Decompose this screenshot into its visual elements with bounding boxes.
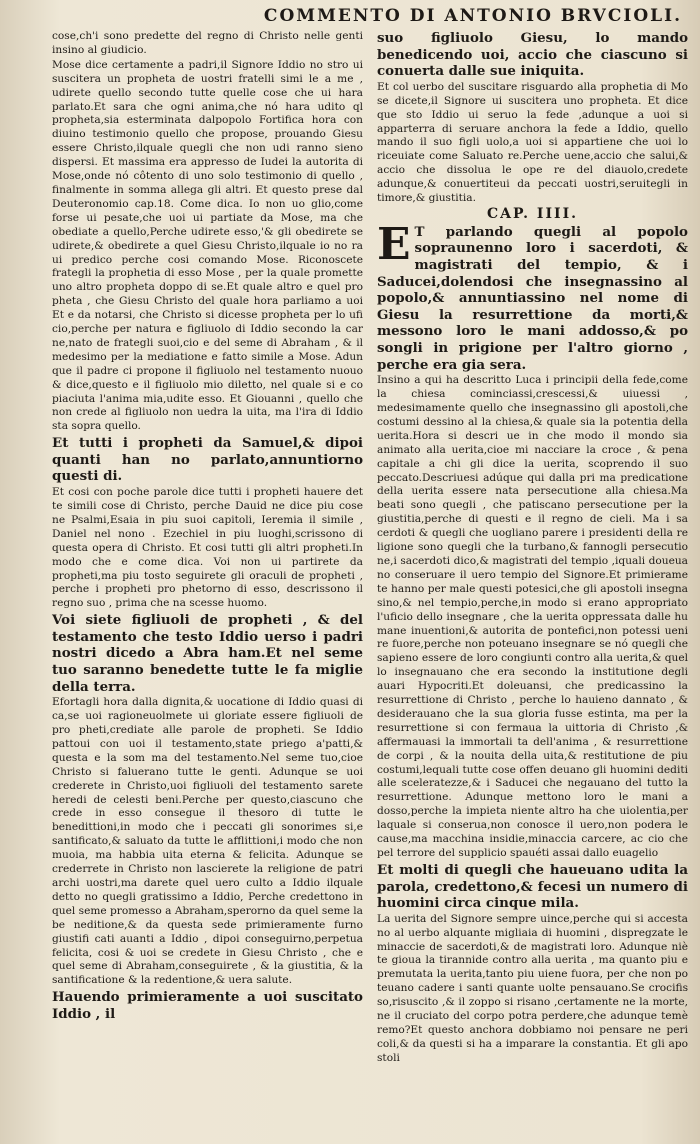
text-columns [52,30,688,1067]
left-column [52,30,363,1067]
running-head: COMMENTO DI ANTONIO BRVCIOLI. [263,6,682,26]
commentary-paragraph: Efortagli hora dalla dignita,& uocatione di Iddio quasi di ca,se uoi ragioneuolmete ui gloriate essere figliuoli de pro pheti,crediate alle parole de propheti. Se Iddio pattoui con uoi il testamento,state priego a'patti,& questa e la som ma del testamento.Nel seme tuo,cioe Christo si faluerano tutte le genti. Adunque se uoi crederete in Christo,uoi figliuoli del testamento sarete heredi de celesti beni.Perche per questo,ciascuno che crede in esso consegue il thesoro di tutte le benedittioni,in modo che i peccati gli sonorimes si,e santificato,& saluato da tutte le afflittioni,i modo che non muoia, ma habbia uita eterna & felicita. Adunque se crederrete in Christo non lascierete la religione de patri archi uostri,ma darete quel uero culto a Iddio ilquale detto no quegli gratissimo a Iddio, Perche credettono in quel seme promesso a Abraham,sperorno da quel seme la be neditione,& da questa sede primieramente furno giustifi cati auanti a Iddio , dipoi conseguirno,perpetua felicita, cosi & uoi se credete in Giesu Christo , che e quel seme di Abraham,conseguirete , & la giustitia, & la santificatione & la redentione,& uera salute. [52,696,363,987]
scripture-verse: Et tutti i propheti da Samuel,& dipoi quanti han no parlato,annuntiorno questi di. [52,435,363,485]
commentary-paragraph: Et cosi con poche parole dice tutti i propheti hauere det te simili cose di Christo, perche Dauid ne dice piu cose ne Psalmi,Esaia in piu suoi capitoli, Ieremia il simile , Daniel nel nono . Ezechiel in piu luoghi,scrissono di questa opera di Christo. Et cosi tutti gli altri propheti.In modo che e come dica. Voi non ui partirete da propheti,ma piu tosto seguirete gli oraculi de propheti , perche i propheti pro phetorno di esso, descrissono il regno suo , prima che na scesse huomo. [52,486,363,610]
scripture-verse: Et molti di quegli che haueuano udita la parola, credettono,& fecesi un numero di huomini circa cinque mila. [377,861,688,912]
commentary-paragraph: Et col uerbo del suscitare risguardo alla prophetia di Mo se dicete,il Signore ui suscitera uno propheta. Et dice que sto Iddio ui seruo la fede ,adunque a uoi si apparterra di seruare anchora la fede a Iddio, quello mando il suo figli uolo,a uoi si appartiene che uoi lo riceuiate come Saluato re.Perche uene,accio che salui,& accio che dissolua le ope re del diauolo,credete adunque,& conuertiteui da peccati uostri,seruitegli in timore,& giustitia. [377,80,688,205]
scripture-verse [377,218,688,373]
scripture-verse-text: T parlando quegli al popolo sopraunenno loro i sacerdoti, & magistrati del tempio, & i Saducei,dolendosi che insegnassino al popolo,& annuntiassino nel nome di Giesu la resurrettione da morti,& messono loro le mani addosso,& po songli in prigione per l'altro giorno , perche era gia sera. [377,223,688,373]
scripture-verse: Hauendo primieramente a uoi suscitato Iddio , il [52,989,363,1022]
commentary-paragraph: Mose dice certamente a padri,il Signore Iddio no stro ui suscitera un propheta de uostri fratelli simi le a me , udirete quello secondo tutte quelle cose che ui hara parlato.Et sara che ogni anima,che nó hara udito ql propheta,sia esterminata dalpopolo Fortifica hora con diuino testimonio quello che propose, prouando Giesu essere Christo,ilquale quegli che non udi ranno sieno dispersi. Et massima era appresso de Iudei la autorita di Mose,onde nó côtento di uno solo testimonio di quello , finalmente in somma allega gli altri. Et questo prese dal Deuteronomio cap.18. Come dica. Io non uo glio,come forse ui pesate,che uoi ui partiate da Mose, ma che obediate a quello,Perche udirete esso,'& gli obedirete se udirete,& obedirete a quel Giesu Christo,ilquale io no ra ui predico perche cosi comando Mose. Riconoscete frategli la prophetia di esso Mose , per la quale promette uno altro propheta doppo di se.Et quale altro e quel pro pheta , che Giesu Christo del quale hora parliamo a uoi Et e da notarsi, che Christo si dicesse propheta per lo ufi cio,perche per natura e figliuolo di Iddio secondo la car ne,nato de frategli suoi,cio e del seme di Abraham , & il medesimo per la mediatione e fatto simile a Mose. Adun que il padre ci propone il figliuolo nel testamento nuouo & dice,questo e il figliuolo mio diletto, nel quale si e co piaciuta l'anima mia,udite esso. Et Giouanni , quello che non crede al figliuolo non uedra la uita, ma l'ira di Iddio sta sopra quello. [52,58,363,433]
right-column [377,30,688,1067]
scripture-verse: suo figliuolo Giesu, lo mando benedicendo uoi, accio che ciascuno si conuerta dalle sue iniquita. [377,30,688,80]
commentary-paragraph: Insino a qui ha descritto Luca i principii della fede,come la chiesa cominciassi,crescessi,& uiuessi , medesimamente quello che insegnassino gli apostoli,che costumi dessino al la chiesa,& quale sia la potentia della uerita.Hora si descri ue in che modo il mondo sia animato alla uerita,cioe mi nacciare la croce , & pena capitale a chi gli dice la uerita, scoprendo il suo peccato.Descriuesi adúque qui dalla pri ma predicatione della uerita essere nata persecutione alla chiesa.Ma beati sono quegli , che patiscano persecutione per la giustitia,perche di questi e il regno de cieli. Ma i sa cerdoti & quegli che uogliano parere i presidenti della re ligione sono quegli che la turbano,& fannogli persecutio ne,i sacerdoti dico,& magistrati del tempio ,iquali doueua no conseruare il uero tempio del Signore.Et primierame te hanno per male questi potesici,che gli apostoli insegna sino,& nel tempio,perche,in modo si erano appropriato l'uficio dello insegnare , che la uerita oppressata dalle hu mane inuentioni,& autorita de pontefici,non potessi ueni re fuore,perche non poteuano insegnare se nó quegli che sapieno essere de loro congiunti contro alla uerita,& quel lo insegnauano che era secondo la institutione degli auari Hypocriti.Et doleuansi, che predicassino la resurrettione di Christo , perche lo hauieno dannato , & desiderauano che la sua gloria fusse estinta, ma per la resurrettione si con fermaua la uittoria di Christo ,& affermauasi la immortali ta dell'anima , & resurrettione de corpi , & la nouita della uita,& restitutione de piu costumi,lequali tutte cose offen deuano gli huomini dediti alle sceleratezze,& i Saducei che negauano del tutto la resurrettione. Adunque mettono loro le mani a dosso,perche la impieta niente altro ha che uiolentia,per laquale si conserua,non conosce il uero,non podera le cause,ma macchina insidie,minaccia carcere, ac cio che pel terrore del supplicio spauéti assai dallo euagelio [377,374,688,859]
chapter-heading: CAP. IIII. [486,205,579,222]
commentary-paragraph: La uerita del Signore sempre uince,perche qui si accesta no al uerbo alquante migliaia di huomini , dispregzate le minaccie de sacerdoti,& de magistrati loro. Adunque niè te gioua la tirannide contro alla uerita , ma quanto piu e premutata la uerita,tanto piu uiene fuora, per che non po teuano cadere i santi quante uolte pensauano.Se crocifis so,risuscito ,& il zoppo si risano ,certamente ne la morte, ne il cruciato del corpo potra perdere,che adunque temè remo?Et questo anchora dobbiamo noi pensare ne peri coli,& da questi si ha a imparare la constantia. Et gli apo stoli [377,912,688,1064]
drop-cap-initial: E [377,218,411,270]
scripture-verse: Voi siete figliuoli de propheti , & del testamento che testo Iddio uerso i padri nostri dicedo a Abra ham.Et nel seme tuo saranno benedette tutte le fa miglie della terra. [52,612,363,695]
commentary-paragraph: cose,ch'i sono predette del regno di Christo nelle genti insino al giudicio. [52,30,363,56]
